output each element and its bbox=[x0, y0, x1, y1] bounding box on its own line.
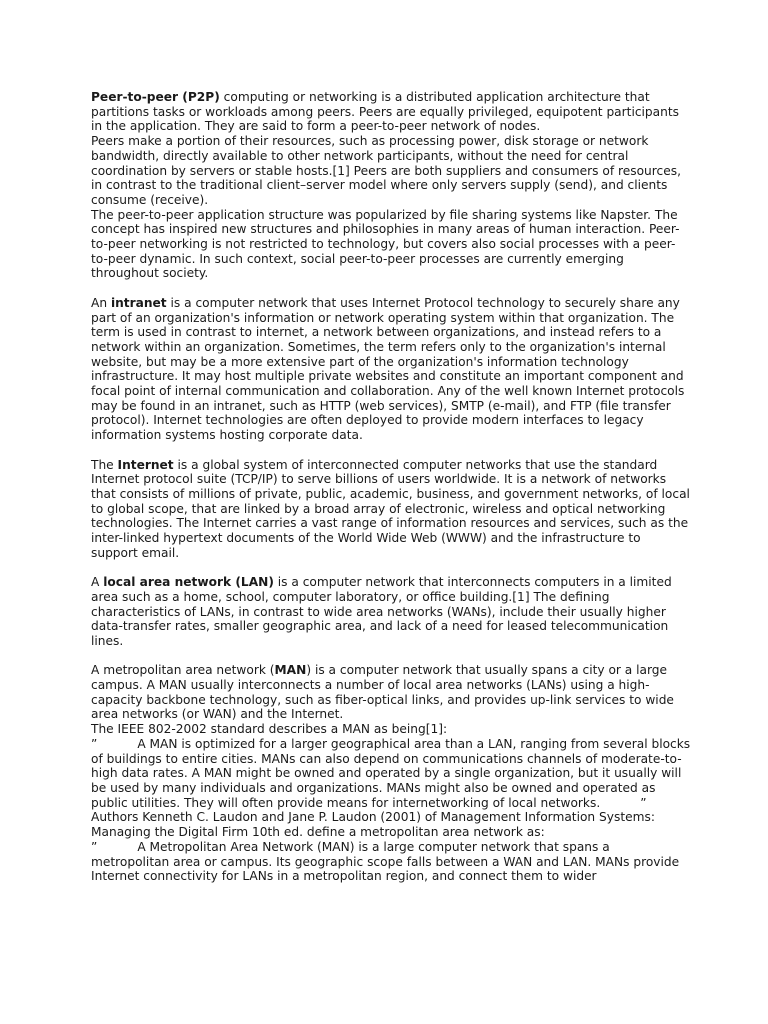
quote-open-mark: ” bbox=[91, 839, 98, 854]
intranet-prefix: An bbox=[91, 295, 111, 310]
paragraph-gap bbox=[91, 649, 691, 664]
p2p-text: computing or networking is a distributed application architecture that partitions tasks or workloads among peers. Peers are equally privileged, equipotent participants in the application. They are said to form a peer-to-peer network of nodes. bbox=[91, 90, 679, 134]
p2p-resources-paragraph: Peers make a portion of their resources, such as processing power, disk storage or network bandwidth, directly available to other network participants, without the need for central coordination by servers or stable hosts.[1] Peers are both suppliers and consumers of resources, in contrast to the traditional client–server model where only servers supply (send), and clients consume (receive). bbox=[91, 134, 681, 207]
paragraph-gap bbox=[91, 443, 691, 458]
paragraph-gap bbox=[91, 281, 691, 296]
authors-paragraph: Authors Kenneth C. Laudon and Jane P. Laudon (2001) of Management Information Systems: Managing the Digital Firm 10th ed. define a metropolitan area network as: bbox=[91, 810, 655, 840]
man-prefix: A metropolitan area network ( bbox=[91, 663, 275, 678]
laudon-quote bbox=[91, 840, 691, 884]
lan-text: is a computer network that interconnects computers in a limited area such as a home, school, computer laboratory, or office building.[1] The defining characteristics of LANs, in contrast to wide area networks (WANs), include their usually higher data-transfer rates, smaller geographic area, and lack of a need for leased telecommunication lines. bbox=[91, 575, 672, 648]
internet-prefix: The bbox=[91, 457, 118, 472]
lan-prefix: A bbox=[91, 575, 104, 590]
paragraph-gap bbox=[91, 560, 691, 575]
intranet-paragraph bbox=[91, 296, 691, 443]
p2p-term: Peer-to-peer (P2P) bbox=[91, 90, 220, 104]
quote-open-mark: ” bbox=[91, 736, 98, 751]
man-paragraph bbox=[91, 663, 691, 722]
ieee-paragraph: The IEEE 802-2002 standard describes a MAN as being[1]: bbox=[91, 722, 448, 737]
document-page bbox=[91, 90, 691, 884]
internet-paragraph bbox=[91, 458, 691, 561]
p2p-structure-paragraph: The peer-to-peer application structure was popularized by file sharing systems like Napster. The concept has inspired new structures and philosophies in many areas of human interaction. Peer-to-peer networking is not restricted to technology, but covers also social processes with a peer-to-peer dynamic. In such context, social peer-to-peer processes are currently emerging throughout society. bbox=[91, 207, 680, 281]
intranet-term: intranet bbox=[110, 295, 167, 310]
internet-text: is a global system of interconnected computer networks that use the standard Internet protocol suite (TCP/IP) to serve billions of users worldwide. It is a network of networks that consists of millions of private, public, academic, business, and government networks, of local to global scope, that are linked by a broad array of electronic, wireless and optical networking technologies. The Internet carries a vast range of information resources and services, such as the inter-linked hypertext documents of the World Wide Web (WWW) and the infrastructure to support email. bbox=[91, 457, 690, 560]
man-term: MAN bbox=[274, 663, 307, 678]
laudon-quote-text: A Metropolitan Area Network (MAN) is a large computer network that spans a metropolitan area or campus. Its geographic scope falls between a WAN and LAN. MANs provide Internet connectivity for LANs in a metropolitan region, and connect them to wider bbox=[91, 839, 680, 884]
intranet-text: is a computer network that uses Internet Protocol technology to securely share any part of an organization's information or network operating system within that organization. The term is used in contrast to internet, a network between organizations, and instead refers to a network within an organization. Sometimes, the term refers only to the organization's internal website, but may be a more extensive part of the organization's information technology infrastructure. It may host multiple private websites and constitute an important component and focal point of internal communication and collaboration. Any of the well known Internet protocols may be found in an intranet, such as HTTP (web services), SMTP (e-mail), and FTP (file transfer protocol). Internet technologies are often deployed to provide modern interfaces to legacy information systems hosting corporate data. bbox=[91, 295, 685, 443]
lan-paragraph bbox=[91, 575, 691, 649]
internet-term: Internet bbox=[117, 457, 174, 472]
ieee-quote bbox=[91, 737, 691, 811]
man-text: ) is a computer network that usually spans a city or a large campus. A MAN usually interconnects a number of local area networks (LANs) using a high-capacity backbone technology, such as fiber-optical links, and provides up-link services to wide area networks (or WAN) and the Internet. bbox=[91, 663, 674, 722]
ieee-quote-text: A MAN is optimized for a larger geographical area than a LAN, ranging from several blocks of buildings to entire cities. MANs can also depend on communications channels of moderate-to-high data rates. A MAN might be owned and operated by a single organization, but it usually will be used by many individuals and organizations. MANs might also be owned and operated as public utilities. They will often provide means for internetworking of local networks. bbox=[91, 736, 691, 810]
quote-close-mark: ” bbox=[640, 795, 647, 810]
lan-term: local area network (LAN) bbox=[103, 575, 274, 590]
p2p-paragraph bbox=[91, 90, 691, 134]
